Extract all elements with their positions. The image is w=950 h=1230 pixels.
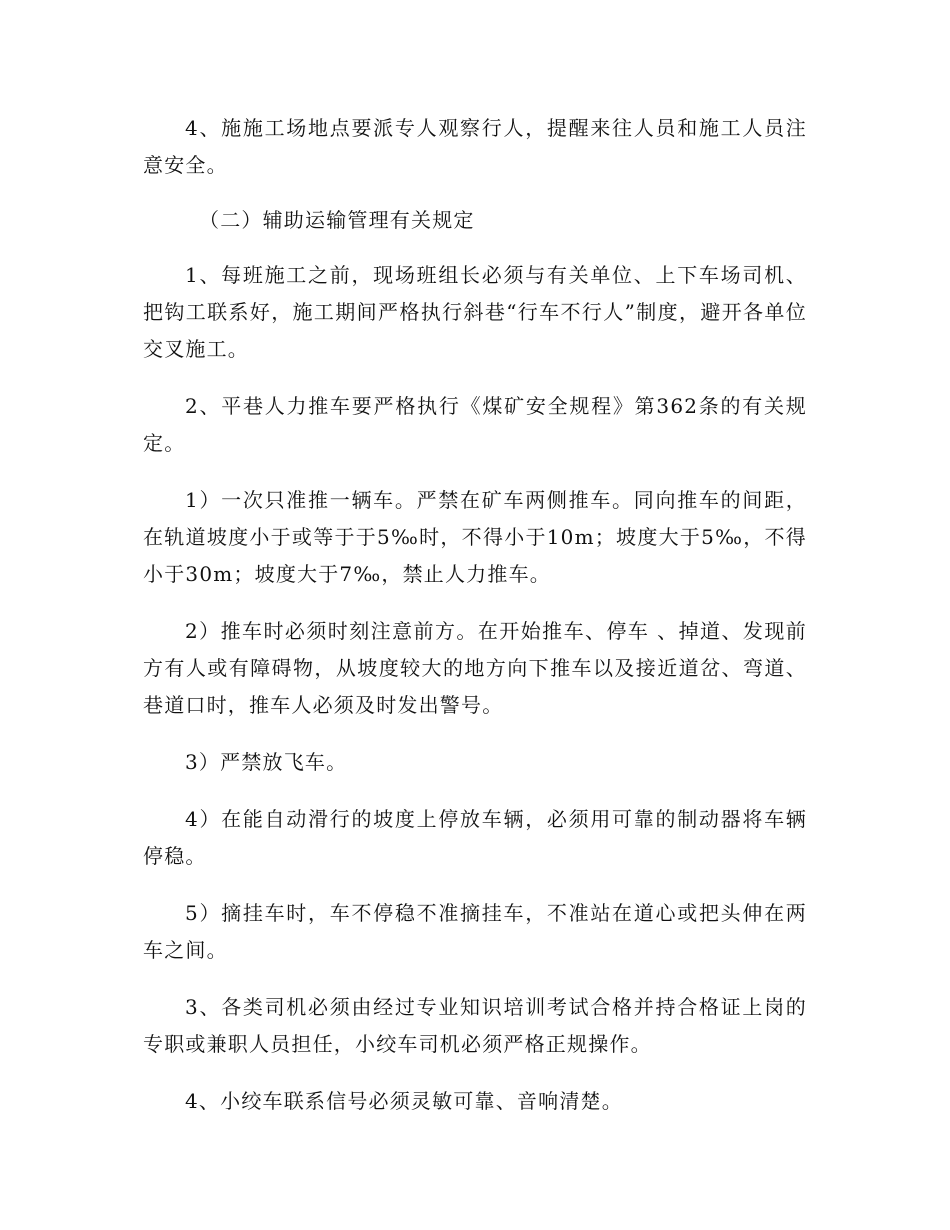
paragraph-driver-qualification: 3、各类司机必须由经过专业知识培训考试合格并持合格证上岗的专职或兼职人员担任，小绞车司机必须严格正规操作。 — [143, 995, 807, 1056]
paragraph-rule-4: 4）在能自动滑行的坡度上停放车辆，必须用可靠的制动器将车辆停稳。 — [143, 807, 807, 868]
paragraph-rule-2: 2）推车时必须时刻注意前方。在开始推车、停车 、掉道、发现前方有人或有障碍物，从坡度较大的地方向下推车以及接近道岔、弯道、巷道口时，推车人必须及时发出警号。 — [143, 619, 807, 717]
paragraph-manual-pushing: 2、平巷人力推车要严格执行《煤矿安全规程》第362条的有关规定。 — [143, 394, 807, 455]
section-heading-transport: （二）辅助运输管理有关规定 — [199, 208, 475, 232]
paragraph-shift-coordination: 1、每班施工之前，现场班组长必须与有关单位、上下车场司机、把钩工联系好，施工期间严格执行斜巷“行车不行人”制度，避开各单位交叉施工。 — [143, 263, 807, 361]
paragraph-site-safety: 4、施施工场地点要派专人观察行人，提醒来往人员和施工人员注意安全。 — [143, 116, 807, 177]
paragraph-rule-1: 1）一次只准推一辆车。严禁在矿车两侧推车。同向推车的间距，在轨道坡度小于或等于于5‰时，不得小于10m；坡度大于5‰，不得小于30m；坡度大于7‰，禁止人力推车。 — [143, 488, 807, 586]
document-body — [143, 110, 807, 1120]
paragraph-rule-3: 3）严禁放飞车。 — [185, 750, 348, 774]
paragraph-winch-signal: 4、小绞车联系信号必须灵敏可靠、音响清楚。 — [185, 1089, 623, 1113]
paragraph-rule-5: 5）摘挂车时，车不停稳不准摘挂车，不准站在道心或把头伸在两车之间。 — [143, 901, 807, 962]
